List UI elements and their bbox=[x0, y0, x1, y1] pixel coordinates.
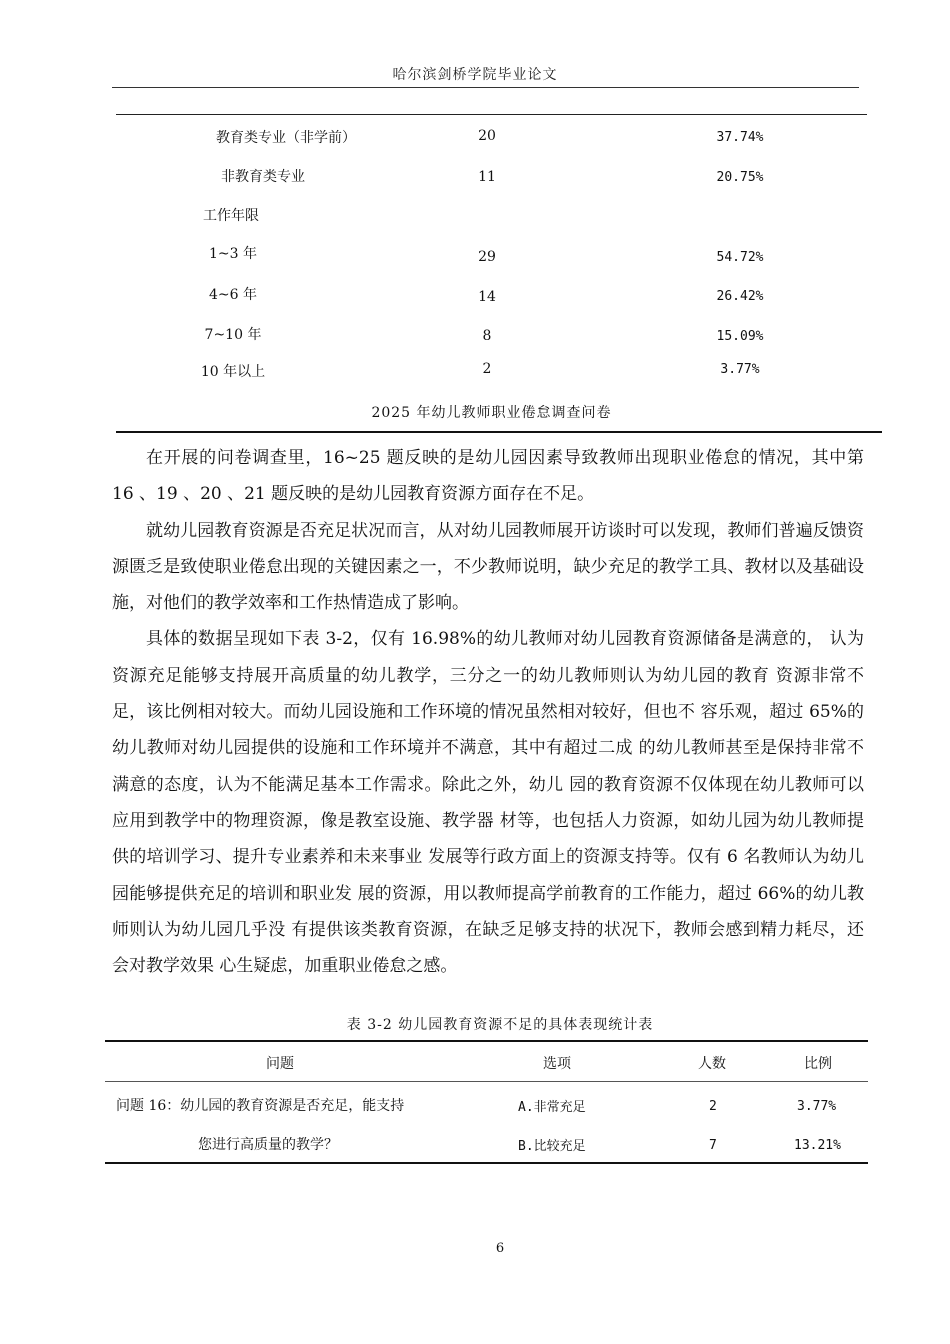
row-count: 29 bbox=[478, 249, 496, 265]
table1-bottom-rule bbox=[116, 431, 882, 433]
question-text: 问题 16：幼儿园的教育资源是否充足，能支持 bbox=[116, 1098, 405, 1114]
table2-bottom-rule bbox=[105, 1162, 868, 1164]
column-header-count: 人数 bbox=[698, 1056, 726, 1072]
paragraph: 具体的数据呈现如下表 3-2，仅有 16.98%的幼儿教师对幼儿园教育资源储备是满意的， 认为资源充足能够支持展开高质量的幼儿教学，三分之一的幼儿教师则认为幼儿园的教育 资源非常不足，该比例相对较大。而幼儿园设施和工作环境的情况虽然相对较好，但也不 容乐观，超过 65%的幼儿教师对幼儿园提供的设施和工作环境并不满意，其中有超过二成 的幼儿教师甚至是保持非常不满意的态度，认为不能满足基本工作需求。除此之外，幼儿 园的教育资源不仅体现在幼儿教师可以应用到教学中的物理资源，像是教室设施、教学器 材等，也包括人力资源，如幼儿园为幼儿教师提供的培训学习、提升专业素养和未来事业 发展等行政方面上的资源支持等。仅有 6 名教师认为幼儿园能够提供充足的培训和职业发 展的资源，用以教师提高学前教育的工作能力，超过 66%的幼儿教师则认为幼儿园几乎没 有提供该类教育资源，在缺乏足够支持的状况下，教师会感到精力耗尽，还会对教学效果 心生疑虑，加重职业倦怠之感。 bbox=[112, 629, 864, 977]
paragraph: 在开展的问卷调查里，16~25 题反映的是幼儿园因素导致教师出现职业倦怠的情况，其中第 16 、19 、20 、21 题反映的是幼儿园教育资源方面存在不足。 bbox=[112, 448, 864, 505]
ratio-cell: 3.77% bbox=[797, 1099, 837, 1114]
row-percent: 20.75% bbox=[716, 170, 764, 185]
row-percent: 26.42% bbox=[716, 289, 764, 304]
row-count: 14 bbox=[478, 289, 496, 305]
row-count: 11 bbox=[478, 169, 496, 185]
table-row bbox=[116, 361, 867, 383]
running-header: 哈尔滨剑桥学院毕业论文 bbox=[392, 67, 558, 83]
table-row bbox=[116, 243, 867, 265]
row-percent: 15.09% bbox=[716, 329, 764, 344]
table2-top-rule bbox=[105, 1040, 868, 1042]
row-label: 4~6 年 bbox=[209, 287, 257, 303]
table-row bbox=[116, 205, 867, 227]
count-cell: 2 bbox=[709, 1099, 717, 1114]
row-percent: 37.74% bbox=[716, 130, 764, 145]
column-header-ratio: 比例 bbox=[804, 1056, 832, 1072]
option-cell: B.比较充足 bbox=[518, 1139, 586, 1154]
row-count: 2 bbox=[482, 361, 492, 377]
row-label: 10 年以上 bbox=[200, 364, 266, 380]
table2-header-rule bbox=[105, 1081, 868, 1082]
table1-caption: 2025 年幼儿教师职业倦怠调查问卷 bbox=[371, 405, 612, 421]
row-label: 非教育类专业 bbox=[221, 169, 305, 185]
table-row bbox=[116, 284, 867, 306]
page-number: 6 bbox=[495, 1241, 505, 1256]
row-label: 1~3 年 bbox=[209, 246, 257, 262]
ratio-cell: 13.21% bbox=[794, 1138, 841, 1153]
table2-caption: 表 3-2 幼儿园教育资源不足的具体表现统计表 bbox=[346, 1017, 654, 1033]
body-text bbox=[112, 440, 864, 984]
row-label: 工作年限 bbox=[203, 208, 259, 224]
column-header-question: 问题 bbox=[266, 1056, 294, 1072]
table-row bbox=[116, 324, 867, 346]
table-row bbox=[116, 166, 867, 188]
column-header-option: 选项 bbox=[543, 1056, 571, 1072]
header-rule bbox=[112, 87, 859, 88]
question-text: 您进行高质量的教学？ bbox=[198, 1137, 338, 1153]
row-count: 20 bbox=[478, 128, 496, 144]
table1-top-rule bbox=[116, 114, 867, 115]
row-label: 教育类专业（非学前） bbox=[216, 130, 356, 146]
option-cell: A.非常充足 bbox=[518, 1100, 586, 1115]
row-percent: 3.77% bbox=[720, 362, 760, 377]
row-percent: 54.72% bbox=[716, 250, 764, 265]
table-row bbox=[116, 127, 867, 149]
paragraph: 就幼儿园教育资源是否充足状况而言，从对幼儿园教师展开访谈时可以发现，教师们普遍反馈资源匮乏是致使职业倦怠出现的关键因素之一，不少教师说明，缺少充足的教学工具、教材以及基础设施，对他们的教学效率和工作热情造成了影响。 bbox=[112, 520, 864, 614]
row-count: 8 bbox=[482, 328, 492, 344]
row-label: 7~10 年 bbox=[204, 327, 262, 343]
count-cell: 7 bbox=[709, 1138, 717, 1153]
